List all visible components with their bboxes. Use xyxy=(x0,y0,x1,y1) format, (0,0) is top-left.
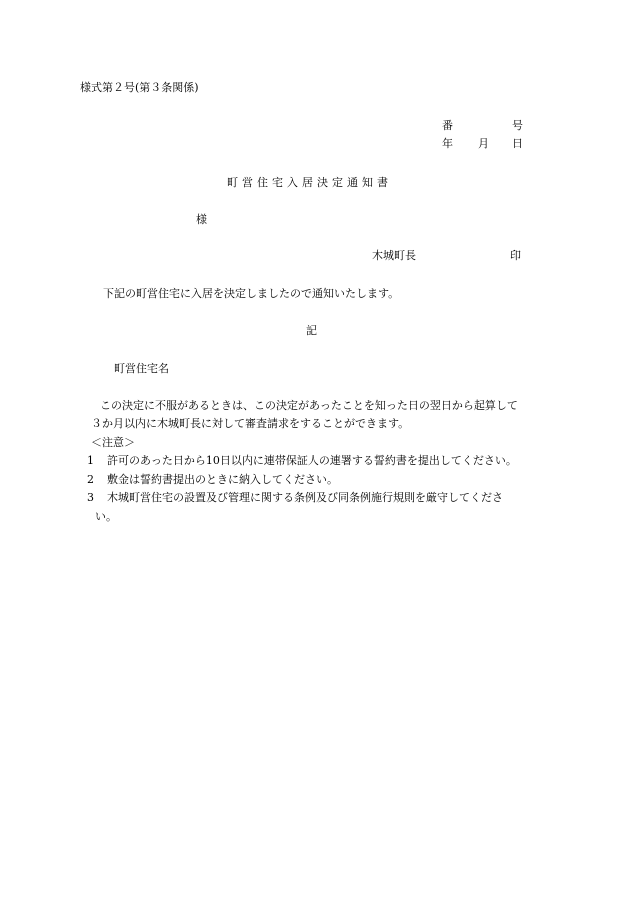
seal-mark: 印 xyxy=(510,249,521,262)
date-day-label: 日 xyxy=(512,137,523,150)
housing-name-label: 町営住宅名 xyxy=(114,362,169,375)
document-title: 町営住宅入居決定通知書 xyxy=(227,176,392,189)
date-year-label: 年 xyxy=(442,137,453,150)
ki-heading: 記 xyxy=(306,324,317,337)
note-item xyxy=(87,453,517,469)
note-text-continuation: い。 xyxy=(95,510,117,523)
form-number: 様式第２号(第３条関係) xyxy=(80,81,199,94)
note-number: 3 xyxy=(87,491,94,504)
note-item xyxy=(87,472,338,488)
note-item xyxy=(87,490,503,506)
number-label: 番 xyxy=(442,119,453,132)
number-suffix: 号 xyxy=(512,119,523,132)
intro-text: 下記の町営住宅に入居を決定しましたので通知いたします。 xyxy=(103,287,400,300)
note-text: 敷金は誓約書提出のときに納入してください。 xyxy=(107,473,338,486)
issuer-name: 木城町長 xyxy=(372,249,416,262)
addressee-suffix: 様 xyxy=(196,213,207,226)
note-text: 許可のあった日から10日以内に連帯保証人の連署する誓約書を提出してください。 xyxy=(107,454,517,467)
appeal-text-line2: ３か月以内に木城町長に対して審査請求をすることができます。 xyxy=(91,417,410,430)
appeal-text-line1: この決定に不服があるときは、この決定があったことを知った日の翌日から起算して xyxy=(100,399,518,412)
note-number: 1 xyxy=(87,454,94,467)
note-number: 2 xyxy=(87,473,94,486)
notice-header: ＜注意＞ xyxy=(91,436,135,449)
date-month-label: 月 xyxy=(478,137,489,150)
note-text: 木城町営住宅の設置及び管理に関する条例及び同条例施行規則を厳守してくださ xyxy=(107,491,503,504)
